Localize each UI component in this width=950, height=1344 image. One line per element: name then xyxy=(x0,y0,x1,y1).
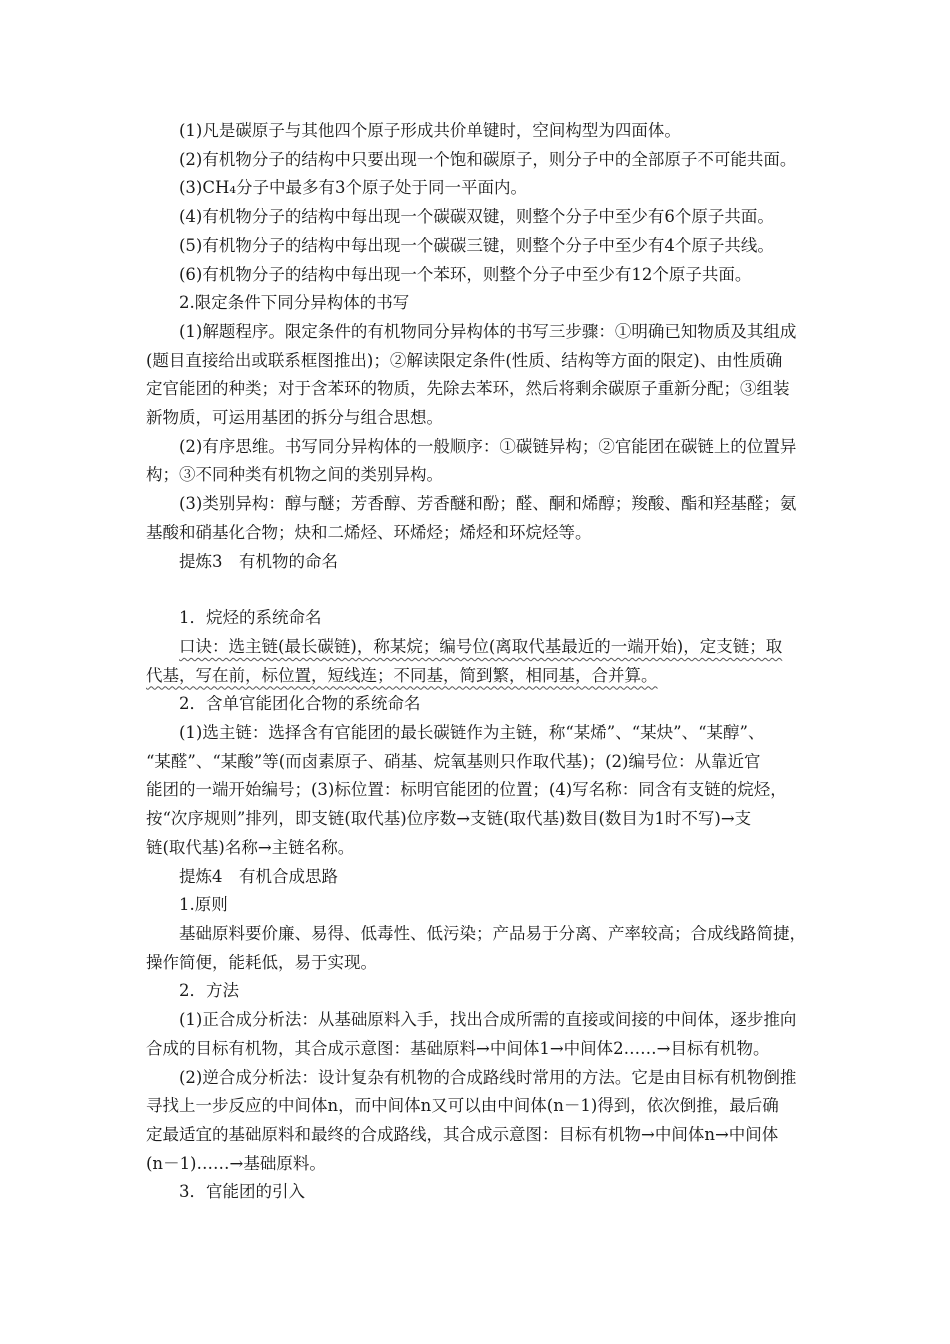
principle-line: 操作简便，能耗低，易于实现。 xyxy=(146,952,377,972)
functional-heading: 2．含单官能团化合物的系统命名 xyxy=(179,694,421,714)
principle-line: 基础原料要价廉、易得、低毒性、低污染；产品易于分离、产率较高；合成线路简捷， xyxy=(179,923,806,943)
reverse-line: (2)逆合成分析法：设计复杂有机物的合成路线时常用的方法。它是由目标有机物倒推 xyxy=(179,1067,797,1087)
functional-line: 链(取代基)名称→主链名称。 xyxy=(146,837,355,857)
reverse-line: 定最适宜的基础原料和最终的合成路线，其合成示意图：目标有机物→中间体n→中间体 xyxy=(146,1124,779,1144)
reverse-line: (n－1)……→基础原料。 xyxy=(146,1153,326,1173)
isomer-heading: 2.限定条件下同分异构体的书写 xyxy=(179,293,410,313)
isomer-p3-line: 基酸和硝基化合物；炔和二烯烃、环烯烃；烯烃和环烷烃等。 xyxy=(146,522,592,542)
stereo-item: (5)有机物分子的结构中每出现一个碳碳三键，则整个分子中至少有4个原子共线。 xyxy=(179,235,774,255)
naming-section-title: 提炼3 有机物的命名 xyxy=(179,551,338,571)
stereo-item: (1)凡是碳原子与其他四个原子形成共价单键时，空间构型为四面体。 xyxy=(179,121,681,140)
forward-line: (1)正合成分析法：从基础原料入手，找出合成所需的直接或间接的中间体，逐步推向 xyxy=(179,1010,797,1030)
stereo-item: (4)有机物分子的结构中每出现一个碳碳双键，则整个分子中至少有6个原子共面。 xyxy=(179,207,774,227)
functional-line: 按“次序规则”排列，即支链(取代基)位序数→支链(取代基)数目(数目为1时不写)→支 xyxy=(146,809,752,829)
stereo-item: (2)有机物分子的结构中只要出现一个饱和碳原子，则分子中的全部原子不可能共面。 xyxy=(179,149,797,169)
isomer-p3-line: (3)类别异构：醇与醚；芳香醇、芳香醚和酚；醛、酮和烯醇；羧酸、酯和羟基醛；氨 xyxy=(179,494,797,514)
isomer-p2-line: 构；③不同种类有机物之间的类别异构。 xyxy=(146,465,443,485)
document-body xyxy=(146,117,826,1207)
mnemonic-text: 口诀：选主链(最长碳链)，称某烷；编号位(离取代基最近的一端开始)，定支链；取 xyxy=(179,636,783,656)
isomer-p1-line: (题目直接给出或联系框图推出)；②解读限定条件(性质、结构等方面的限定)、由性质确 xyxy=(146,350,783,370)
mnemonic-text: 代基，写在前，标位置，短线连；不同基，简到繁，相同基，合并算。 xyxy=(146,665,658,685)
spacer xyxy=(146,576,826,604)
isomer-p1-line: (1)解题程序。限定条件的有机物同分异构体的书写三步骤：①明确已知物质及其组成 xyxy=(179,321,797,341)
isomer-p2-line: (2)有序思维。书写同分异构体的一般顺序：①碳链异构；②官能团在碳链上的位置异 xyxy=(179,436,797,456)
stereo-item: (3)CH₄分子中最多有3个原子处于同一平面内。 xyxy=(179,178,527,198)
synthesis-section-title: 提炼4 有机合成思路 xyxy=(179,866,338,886)
functional-intro-heading: 3．官能团的引入 xyxy=(179,1182,305,1202)
method-heading: 2．方法 xyxy=(179,981,239,1001)
functional-line: (1)选主链：选择含有官能团的最长碳链作为主链，称“某烯”、“某炔”、“某醇”、 xyxy=(179,723,765,743)
mnemonic-line xyxy=(146,662,826,691)
functional-line: 能团的一端开始编号；(3)标位置：标明官能团的位置；(4)写名称：同含有支链的烷烃， xyxy=(146,780,787,800)
isomer-p1-line: 定官能团的种类；对于含苯环的物质，先除去苯环，然后将剩余碳原子重新分配；③组装 xyxy=(146,379,790,399)
reverse-line: 寻找上一步反应的中间体n，而中间体n又可以由中间体(n－1)得到，依次倒推，最后确 xyxy=(146,1096,779,1116)
mnemonic-line xyxy=(146,633,826,662)
isomer-p1-line: 新物质，可运用基团的拆分与组合思想。 xyxy=(146,408,443,428)
alkane-heading: 1．烷烃的系统命名 xyxy=(179,608,322,628)
principle-heading: 1.原则 xyxy=(179,895,228,915)
functional-line: “某醛”、“某酸”等(而卤素原子、硝基、烷氧基则只作取代基)；(2)编号位：从靠近官 xyxy=(146,751,761,771)
forward-line: 合成的目标有机物，其合成示意图：基础原料→中间体1→中间体2……→目标有机物。 xyxy=(146,1038,770,1058)
stereo-item: (6)有机物分子的结构中每出现一个苯环，则整个分子中至少有12个原子共面。 xyxy=(179,264,752,284)
